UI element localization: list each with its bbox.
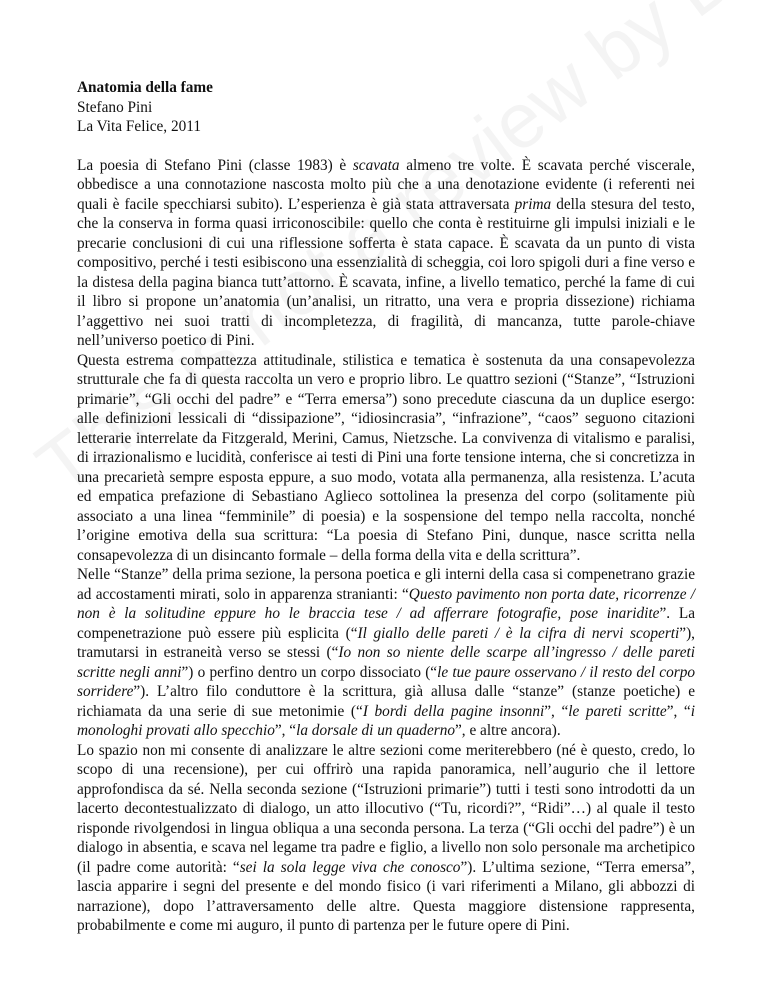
italic-quote: scavata [352, 156, 400, 174]
text-run: ”, “ [274, 722, 297, 739]
italic-quote: Il giallo delle pareti / è la cifra di nervi scoperti [357, 624, 680, 642]
italic-quote: prima [514, 195, 552, 213]
text-run: ”), tramutarsi in estraneità verso se stessi (“ [77, 624, 696, 661]
book-author: Stefano Pini [77, 98, 153, 116]
text-run: La poesia di Stefano Pini (classe 1983) è [77, 156, 353, 174]
book-publisher: La Vita Felice, 2011 [77, 118, 201, 135]
text-run: Questa estrema compattezza attitudinale, stilistica e tematica è sostenuta da una consapevolezza strutturale che fa di questa raccolta un vero e proprio libro. Le quattro sezioni (“Stanze”, “Istruzioni primarie”, “Gli occhi del padre” e “Terra emersa”) sono precedute ciascuna da un duplice esergo: alle definizioni lessicali di “dissipazione”, “idiosincrasia”, “infrazione”, “caos” seguono citazioni letterarie interrelate da Fitzgerald, Merini, Camus, Nietzsche. La convivenza di vitalismo e paralisi, di irrazionalismo e lucidità, conferisce ai testi di Pini una forte tensione interna, che si concretizza in una precarietà sempre esposta eppure, a suo modo, votata alla permanenza, alla resistenza. L’acuta ed empatica prefazione di Sebastiano Aglieco sottolinea la presenza del corpo (solitamente più associato a una linea “femminile” di poesia) e la sospensione del tempo nella raccolta, nonché l’origine emotiva della sua scrittura: “La poesia di Stefano Pini, dunque, nasce scritta nella consapevolezza di un disincanto formale – della forma della vita e della scrittura”. [77, 351, 695, 564]
italic-quote: la dorsale di un quaderno [296, 722, 455, 739]
italic-quote: sei la sola legge viva che conosco [239, 858, 461, 876]
italic-quote: I bordi della pagine insonni [362, 702, 545, 720]
italic-quote: Questo pavimento non porta date, ricorrenze / non è la solitudine eppure ho le braccia tese / ad afferrare fotografie, pose inaridite [77, 585, 695, 622]
review-paragraph [77, 741, 695, 936]
header-spacer [77, 137, 695, 156]
text-run: ”). L’ultima sezione, “Terra emersa”, lascia apparire i segni del presente e del mondo fisico (i vari riferimenti a Milano, gli abbozzi di narrazione), dopo l’attraversamento delle altre. Questa maggiore distensione rappresenta, probabilmente e come mi auguro, il punto di partenza per le future opere di Pini. [77, 858, 696, 934]
text-run: ”, “ [666, 702, 691, 720]
text-run: Nelle “Stanze” della prima sezione, la persona poetica e gli interni della casa si compenetrano grazie ad accostamenti mirati, solo in apparenza stranianti: “ [77, 566, 695, 603]
text-run: della stesura del testo, che la conserva in forma quasi irriconoscibile: quello che conta è restituirne gli impulsi iniziali e le precarie conclusioni di cui una riflessione sofferta è stata capace. È scavata da un punto di vista compositivo, perché i testi esibiscono una essenzialità di scheggia, coi loro spigoli duri a fine verso e la distesa della pagina bianca tutt’attorno. È scavata, infine, a livello tematico, perché la fame di cui il libro si propone un’anatomia (un’analisi, un ritratto, una vera e propria dissezione) richiama l’aggettivo nei suoi tratti di incompletezza, di fragilità, di mancanza, tutte parole-chiave nell’universo poetico di Pini. [77, 195, 695, 349]
italic-quote: le tue paure osservano / il resto del corpo sorridere [77, 663, 695, 700]
book-title: Anatomia della fame [77, 79, 213, 96]
review-paragraph [77, 351, 695, 566]
text-run: ”). L’altro filo conduttore è la scrittura, già allusa dalle “stanze” (stanze poetiche) e richiamata da una serie di sue metonimie (“ [77, 683, 695, 720]
italic-quote: i monologhi provati allo specchio [77, 702, 695, 739]
text-run: almeno tre volte. È scavata perché viscerale, obbedisce a una connotazione nascosta molto più che a una denotazione evidente (i referenti nei quali è facile specchiarsi subito). L’esperienza è già stata attraversata [77, 156, 695, 213]
review-paragraph [77, 565, 695, 741]
review-paragraph [77, 156, 695, 351]
italic-quote: Io non so niente delle scarpe all’ingresso / delle pareti scritte negli anni [77, 644, 696, 681]
text-run: ”) o perfino dentro un corpo dissociato (“ [181, 663, 438, 681]
text-run: ”. La compenetrazione può essere più esplicita (“ [77, 605, 695, 642]
text-run: ”, “ [544, 702, 569, 720]
document-page [77, 78, 695, 936]
text-run: ”, e altre ancora). [455, 722, 561, 739]
review-body [77, 156, 695, 936]
text-run: Lo spazio non mi consente di analizzare le altre sezioni come meriterebbero (né è questo, credo, lo scopo di una recensione), per cui offrirò una rapida panoramica, nell’augurio che il lettore approfondisca da sé. Nella seconda sezione (“Istruzioni primarie”) tutti i testi sono introdotti da un lacerto decontestualizzato di dialogo, un atto illocutivo (“Tu, ricordi?”, “Ridi”…) al quale il testo risponde rivolgendosi in lingua obliqua a una seconda persona. La terza (“Gli occhi del padre”) è un dialogo in absentia, e scava nel legame tra padre e figlio, a livello non solo personale ma archetipico (il padre come autorità: “ [77, 741, 695, 876]
italic-quote: le pareti scritte [568, 702, 667, 720]
